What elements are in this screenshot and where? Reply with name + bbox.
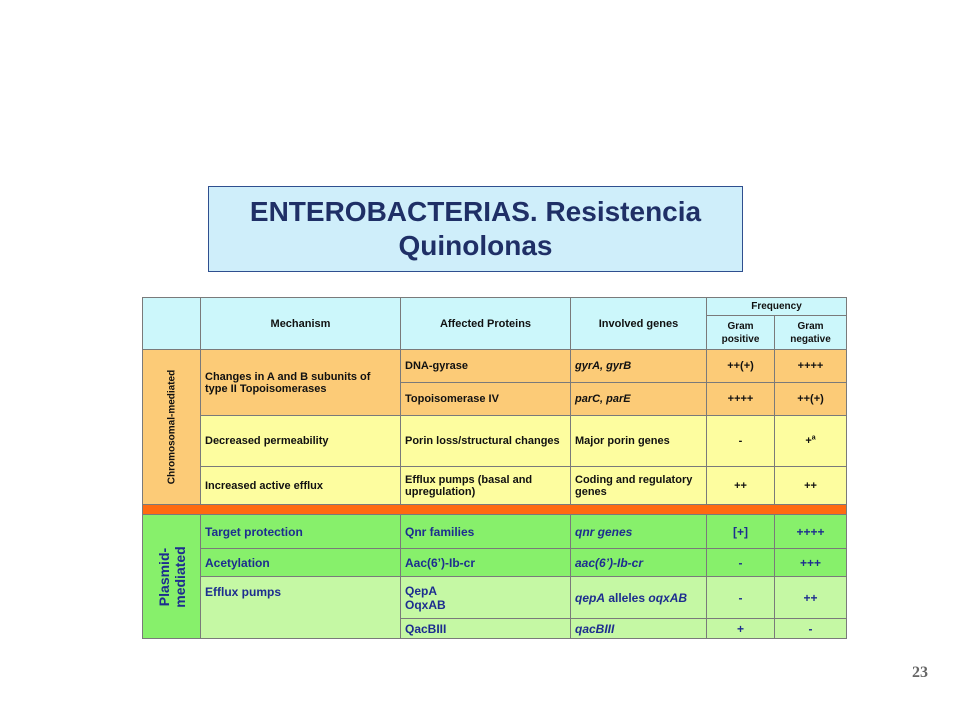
genes-cell	[571, 577, 707, 619]
gram-positive-cell: -	[707, 416, 775, 467]
gram-positive-cell: +	[707, 619, 775, 639]
plasmid-group-label	[156, 546, 188, 607]
gram-positive-cell: ++(+)	[707, 350, 775, 383]
gram-positive-cell: -	[707, 577, 775, 619]
protein-cell: QacBIII	[401, 619, 571, 639]
mechanism-cell: Changes in A and B subunits of type II Topoisomerases	[201, 350, 401, 416]
protein-cell: Efflux pumps (basal and upregulation)	[401, 467, 571, 505]
genes-cell	[571, 515, 707, 549]
genes-cell: aac(6’)-Ib-cr	[571, 549, 707, 577]
gram-positive-cell: ++	[707, 467, 775, 505]
header-affected-proteins: Affected Proteins	[401, 298, 571, 350]
protein-cell: Aac(6’)-Ib-cr	[401, 549, 571, 577]
table-row	[143, 350, 847, 383]
gram-positive-cell: ++++	[707, 383, 775, 416]
gram-negative-cell: ++++	[775, 515, 847, 549]
mechanism-cell: Efflux pumps	[201, 577, 401, 639]
table-row	[143, 515, 847, 549]
section-separator	[143, 505, 847, 515]
protein-cell: DNA-gyrase	[401, 350, 571, 383]
protein-cell	[401, 577, 571, 619]
gram-positive-cell: -	[707, 549, 775, 577]
chromosomal-group-label: Chromosomal-mediated	[166, 369, 177, 485]
footnote-marker: a	[811, 434, 816, 442]
genes-italic-1: qepA	[575, 590, 605, 605]
header-gram-negative: Gram negative	[775, 316, 847, 350]
gram-negative-cell: -	[775, 619, 847, 639]
gram-negative-cell: ++	[775, 467, 847, 505]
protein-cell: Qnr families	[401, 515, 571, 549]
mechanism-cell: Increased active efflux	[201, 467, 401, 505]
header-frequency: Frequency	[707, 298, 847, 316]
genes-plain: alleles	[605, 590, 649, 605]
gram-negative-cell: +++	[775, 549, 847, 577]
protein-cell: Porin loss/structural changes	[401, 416, 571, 467]
genes-italic-2: oqxAB	[648, 590, 688, 605]
slide-title	[250, 195, 701, 263]
table-row	[143, 577, 847, 619]
title-box	[208, 186, 743, 272]
mechanism-cell: Decreased permeability	[201, 416, 401, 467]
table-row	[143, 416, 847, 467]
header-mechanism: Mechanism	[201, 298, 401, 350]
genes-text: qnr genes	[575, 524, 633, 539]
page-number: 23	[912, 664, 928, 681]
mechanism-cell: Target protection	[201, 515, 401, 549]
title-line-1: ENTEROBACTERIAS. Resistencia	[249, 196, 702, 227]
genes-cell: parC, parE	[571, 383, 707, 416]
plasmid-label-line-1: Plasmid-	[155, 547, 172, 606]
mechanism-cell: Acetylation	[201, 549, 401, 577]
plasmid-label-line-2: mediated	[171, 545, 188, 608]
header-gram-positive: Gram positive	[707, 316, 775, 350]
chromosomal-group-label-cell	[143, 350, 201, 505]
gram-negative-porin-value: +$^a$	[805, 434, 816, 448]
plasmid-group-label-cell	[143, 515, 201, 639]
resistance-table	[142, 297, 847, 639]
protein-cell: Topoisomerase IV	[401, 383, 571, 416]
table-row	[143, 549, 847, 577]
table-row	[143, 467, 847, 505]
gram-negative-cell: ++++	[775, 350, 847, 383]
gram-negative-cell: ++(+)	[775, 383, 847, 416]
gram-positive-cell: [+]	[707, 515, 775, 549]
genes-cell: qacBIII	[571, 619, 707, 639]
protein-line-1: QepA	[405, 583, 438, 598]
header-involved-genes: Involved genes	[571, 298, 707, 350]
genes-cell: gyrA, gyrB	[571, 350, 707, 383]
protein-line-2: OqxAB	[405, 597, 446, 612]
genes-cell: Major porin genes	[571, 416, 707, 467]
genes-cell: Coding and regulatory genes	[571, 467, 707, 505]
gram-negative-cell	[775, 416, 847, 467]
title-line-2: Quinolonas	[398, 230, 553, 261]
header-empty-cell	[143, 298, 201, 350]
gram-negative-cell: ++	[775, 577, 847, 619]
